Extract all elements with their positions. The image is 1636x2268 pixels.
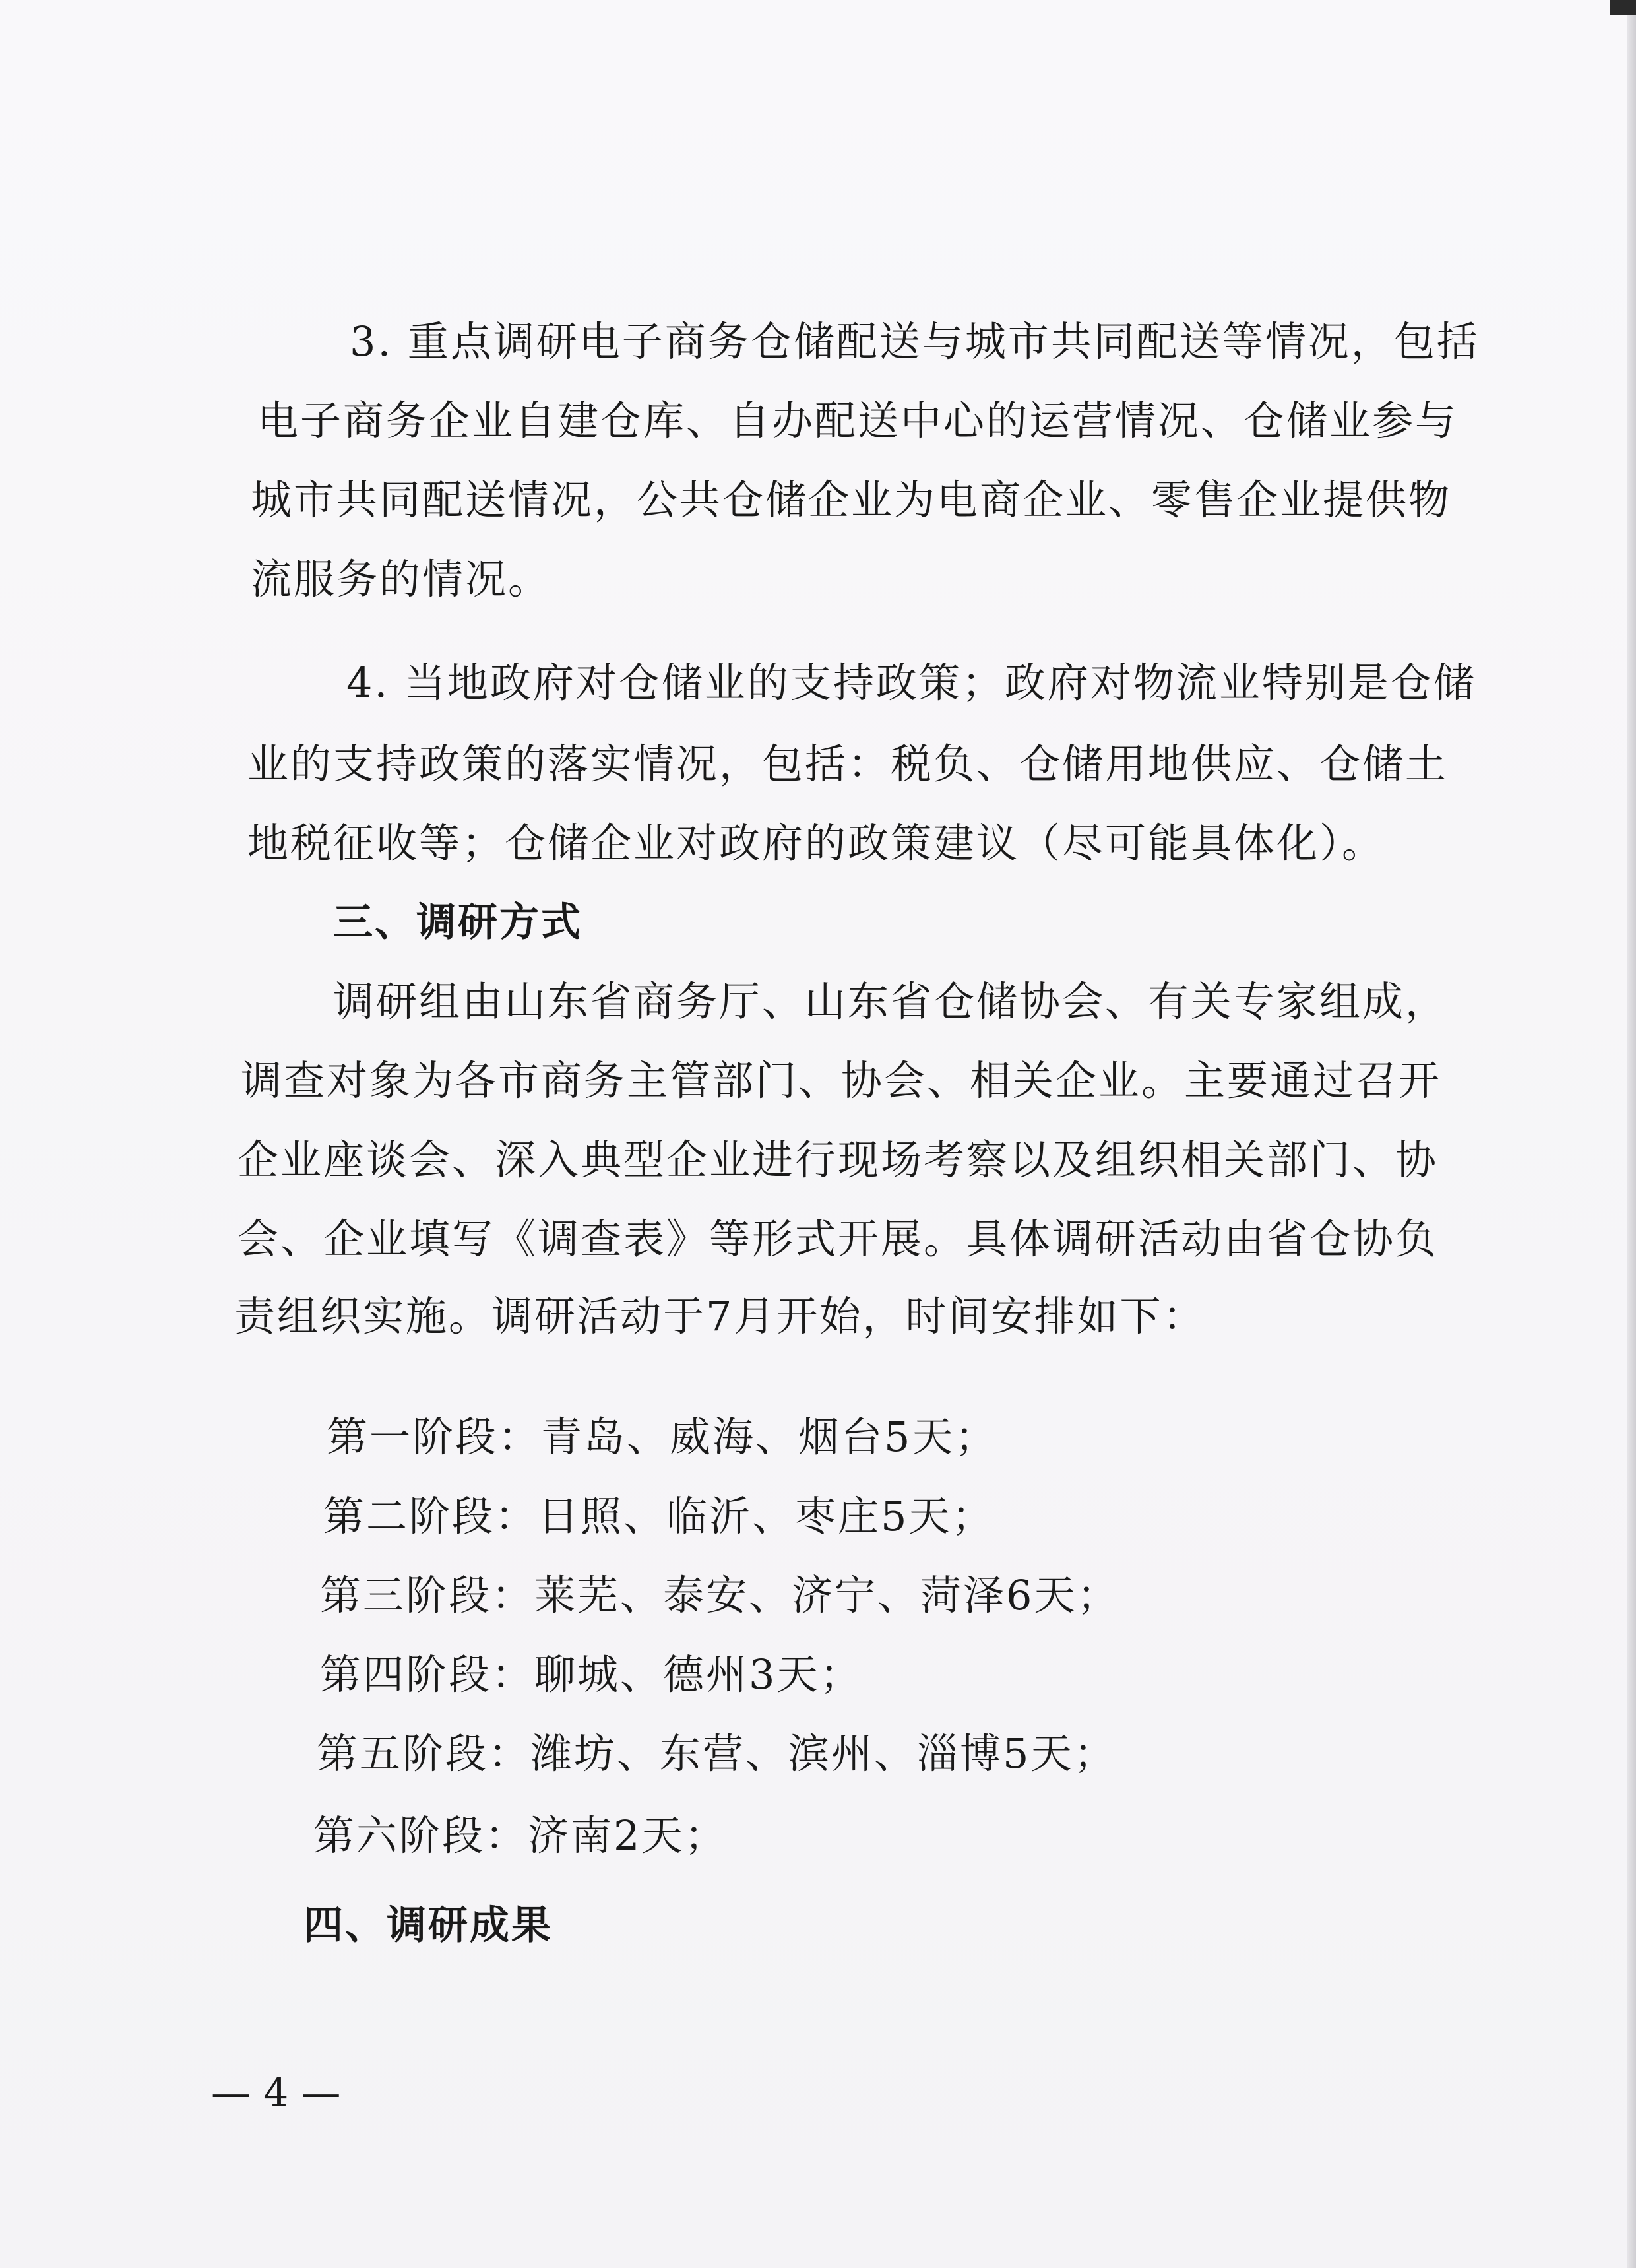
- schedule-item-2: 第二阶段：日照、临沂、枣庄5天；: [323, 1492, 995, 1540]
- page-edge: [1627, 0, 1636, 2268]
- schedule-item-4: 第四阶段：聊城、德州3天；: [320, 1650, 863, 1699]
- p3-line-1: 3. 重点调研电子商务仓储配送与城市共同配送等情况，包括: [350, 317, 1480, 366]
- results-heading: 四、调研成果: [303, 1902, 553, 1949]
- schedule-item-1: 第一阶段：青岛、威海、烟台5天；: [327, 1413, 998, 1461]
- scan-corner: [1610, 0, 1636, 15]
- method-line-3: 企业座谈会、深入典型企业进行现场考察以及组织相关部门、协: [237, 1136, 1439, 1184]
- schedule-item-5: 第五阶段：潍坊、东营、滨州、淄博5天；: [317, 1730, 1117, 1778]
- p3-line-3: 城市共同配送情况，公共仓储企业为电商企业、零售企业提供物: [251, 476, 1452, 524]
- p3-line-2: 电子商务企业自建仓库、自办配送中心的运营情况、仓储业参与: [257, 397, 1459, 445]
- method-line-5: 责组织实施。调研活动于7月开始，时间安排如下：: [234, 1292, 1206, 1340]
- schedule-item-6: 第六阶段：济南2天；: [313, 1811, 728, 1860]
- p4-line-2: 业的支持政策的落实情况，包括：税负、仓储用地供应、仓储土: [247, 740, 1449, 788]
- schedule-item-3: 第三阶段：莱芜、泰安、济宁、菏泽6天；: [320, 1571, 1120, 1619]
- p4-line-3: 地税征收等；仓储企业对政府的政策建议（尽可能具体化）。: [247, 819, 1385, 867]
- method-heading: 三、调研方式: [333, 899, 582, 946]
- method-line-2: 调查对象为各市商务主管部门、协会、相关企业。主要通过召开: [241, 1056, 1442, 1105]
- p3-line-4: 流服务的情况。: [251, 555, 551, 603]
- method-line-1: 调研组由山东省商务厅、山东省仓储协会、有关专家组成，: [333, 977, 1449, 1025]
- page-number: — 4 —: [211, 2070, 341, 2116]
- p4-line-1: 4. 当地政府对仓储业的支持政策；政府对物流业特别是仓储: [346, 659, 1476, 707]
- method-line-4: 会、企业填写《调查表》等形式开展。具体调研活动由省仓协负: [237, 1215, 1439, 1263]
